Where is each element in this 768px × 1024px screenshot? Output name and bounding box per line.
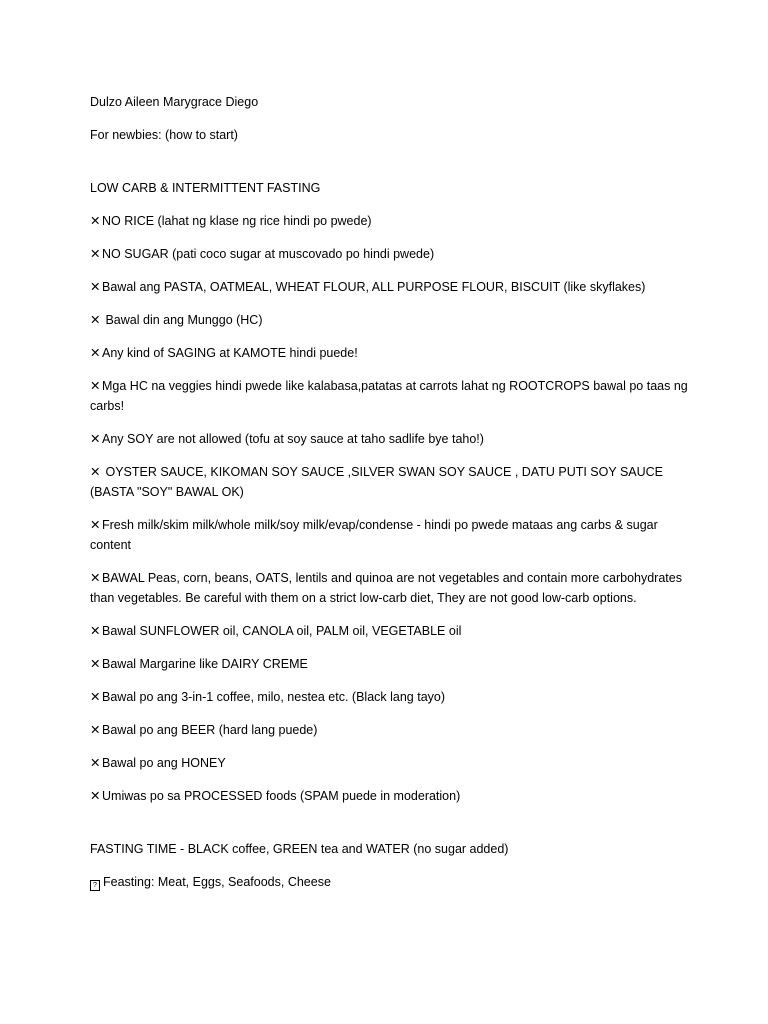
cross-icon: ✕ xyxy=(90,247,101,261)
cross-icon: ✕ xyxy=(90,280,101,294)
rule-text: Bawal Margarine like DAIRY CREME xyxy=(102,657,308,671)
author-name: Dulzo Aileen Marygrace Diego xyxy=(90,95,259,109)
cross-icon: ✕ xyxy=(90,789,101,803)
rule-item xyxy=(90,568,690,608)
rule-text: OYSTER SAUCE, KIKOMAN SOY SAUCE ,SILVER SWAN SOY SAUCE , DATU PUTI SOY SAUCE (BASTA "SOY" BAWAL OK) xyxy=(90,465,664,499)
rule-text: Any SOY are not allowed (tofu at soy sauce at taho sadlife bye taho!) xyxy=(102,432,484,446)
rule-item xyxy=(90,462,690,502)
cross-icon: ✕ xyxy=(90,214,101,228)
rules-list xyxy=(90,211,690,806)
cross-icon: ✕ xyxy=(90,379,101,393)
rule-item xyxy=(90,753,690,773)
rule-text: Bawal SUNFLOWER oil, CANOLA oil, PALM oil, VEGETABLE oil xyxy=(102,624,462,638)
cross-icon: ✕ xyxy=(90,465,101,479)
rule-text: Fresh milk/skim milk/whole milk/soy milk/evap/condense - hindi po pwede mataas ang carbs & sugar content xyxy=(90,518,658,552)
cross-icon: ✕ xyxy=(90,657,101,671)
fasting-time-line: FASTING TIME - BLACK coffee, GREEN tea and WATER (no sugar added) xyxy=(90,842,509,856)
box-icon: ? xyxy=(90,880,100,891)
rule-item xyxy=(90,211,690,231)
rule-text: Umiwas po sa PROCESSED foods (SPAM puede in moderation) xyxy=(102,789,461,803)
cross-icon: ✕ xyxy=(90,346,101,360)
rule-item xyxy=(90,621,690,641)
rule-text: Any kind of SAGING at KAMOTE hindi puede! xyxy=(102,346,358,360)
feasting-text: Feasting: Meat, Eggs, Seafoods, Cheese xyxy=(103,875,331,889)
feasting-line xyxy=(90,872,690,892)
cross-icon: ✕ xyxy=(90,518,101,532)
rule-item xyxy=(90,687,690,707)
rule-item xyxy=(90,244,690,264)
document-page xyxy=(90,92,690,905)
cross-icon: ✕ xyxy=(90,571,101,585)
spacer xyxy=(90,158,690,178)
rule-item xyxy=(90,429,690,449)
cross-icon: ✕ xyxy=(90,690,101,704)
rule-text: NO RICE (lahat ng klase ng rice hindi po pwede) xyxy=(102,214,372,228)
rule-text: Bawal po ang BEER (hard lang puede) xyxy=(102,723,318,737)
rule-text: BAWAL Peas, corn, beans, OATS, lentils and quinoa are not vegetables and contain more carbohydrates than vegetables. Be careful with them on a strict low-carb diet, They are not good low-carb options. xyxy=(90,571,682,605)
rule-text: Mga HC na veggies hindi pwede like kalabasa,patatas at carrots lahat ng ROOTCROPS bawal po taas ng carbs! xyxy=(90,379,688,413)
rule-item xyxy=(90,515,690,555)
rule-item xyxy=(90,277,690,297)
cross-icon: ✕ xyxy=(90,624,101,638)
rule-item xyxy=(90,786,690,806)
rule-item xyxy=(90,310,690,330)
cross-icon: ✕ xyxy=(90,723,101,737)
rule-text: Bawal po ang HONEY xyxy=(102,756,226,770)
rule-item xyxy=(90,343,690,363)
intro-line: For newbies: (how to start) xyxy=(90,128,238,142)
section-title: LOW CARB & INTERMITTENT FASTING xyxy=(90,181,321,195)
rule-item xyxy=(90,720,690,740)
rule-text: NO SUGAR (pati coco sugar at muscovado po hindi pwede) xyxy=(102,247,435,261)
cross-icon: ✕ xyxy=(90,432,101,446)
cross-icon: ✕ xyxy=(90,756,101,770)
rule-text: Bawal din ang Munggo (HC) xyxy=(102,313,263,327)
spacer xyxy=(90,819,690,839)
rule-text: Bawal ang PASTA, OATMEAL, WHEAT FLOUR, ALL PURPOSE FLOUR, BISCUIT (like skyflakes) xyxy=(102,280,646,294)
rule-item xyxy=(90,654,690,674)
rule-text: Bawal po ang 3-in-1 coffee, milo, nestea etc. (Black lang tayo) xyxy=(102,690,446,704)
cross-icon: ✕ xyxy=(90,313,101,327)
rule-item xyxy=(90,376,690,416)
